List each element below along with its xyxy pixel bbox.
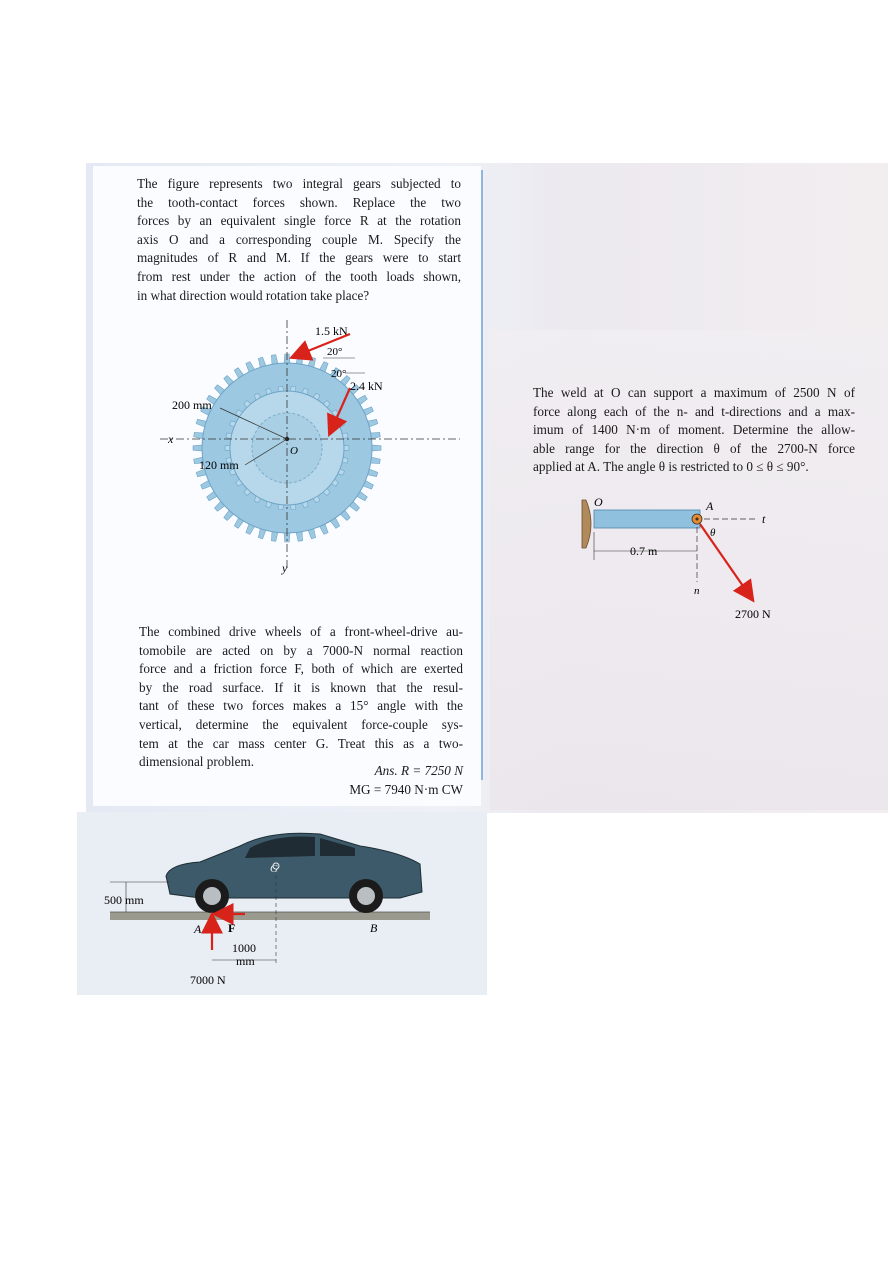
length-label: 0.7 m — [630, 544, 658, 558]
angle-2-label: 20° — [331, 368, 347, 380]
point-a-label: A — [194, 922, 202, 936]
column-rule — [481, 170, 483, 780]
force-1-label: 1.5 kN — [315, 324, 348, 338]
theta-label: θ — [710, 527, 716, 539]
answer-block — [327, 762, 463, 799]
center-label: O — [290, 445, 298, 457]
force-label: 2700 N — [735, 607, 771, 621]
point-a-label: A — [706, 499, 714, 513]
t-axis-label: t — [762, 512, 766, 526]
answer-line-1: Ans. R = 7250 N — [374, 763, 463, 778]
applied-force-arrow — [700, 524, 752, 599]
height-label: 500 mm — [104, 893, 144, 907]
point-g-label: G — [270, 863, 278, 875]
x-axis-label: x — [168, 432, 174, 446]
point-b-label: B — [370, 921, 378, 935]
answer-line-2: MG = 7940 N·m CW — [349, 781, 463, 797]
problem-3-text: The combined drive wheels of a front-wheel-drive au- tomobile are acted on by a 7000-N normal reaction force and a friction force F, both of which are exerted by the road surface. If it is known that the resul- tant of these two forces makes a 15° angle with the vertical, determine the equivalent force-couple sys- tem at the car mass center G. Treat this as a two- dimensional problem. — [139, 624, 463, 770]
weld-figure — [580, 492, 810, 627]
problem-1-text: The figure represents two integral gears subjected to the tooth-contact forces shown. Replace the two forces by an equivalent single force R at the rotation axis O and a corresponding couple M. Specify the magnitudes of R and M. If the gears were to start from rest under the action of the tooth loads shown, in what direction would rotation take place? — [137, 176, 461, 303]
normal-force-label: 7000 N — [190, 973, 226, 987]
friction-label: F — [228, 921, 236, 935]
angle-1-label: 20° — [327, 346, 343, 358]
distance-label-1: 1000 — [232, 941, 256, 955]
y-axis-label: y — [282, 561, 288, 575]
radius-inner-label: 120 mm — [199, 458, 239, 472]
point-o-label: O — [594, 495, 603, 509]
distance-label-2: mm — [236, 954, 255, 968]
problem-2-text: The weld at O can support a maximum of 2500 N of force along each of the n- and t-directions and a max- imum of 1400 N·m of moment. Determine the allow- able range for the direction θ of the 2700-N force applied at A. The angle θ is restricted to 0 ≤ θ ≤ 90°. — [533, 385, 855, 475]
n-axis-label: n — [694, 585, 700, 597]
gear-figure — [160, 318, 480, 578]
radius-outer-label: 200 mm — [172, 398, 212, 412]
force-2-label: 2.4 kN — [350, 379, 383, 393]
car-figure — [100, 824, 440, 990]
